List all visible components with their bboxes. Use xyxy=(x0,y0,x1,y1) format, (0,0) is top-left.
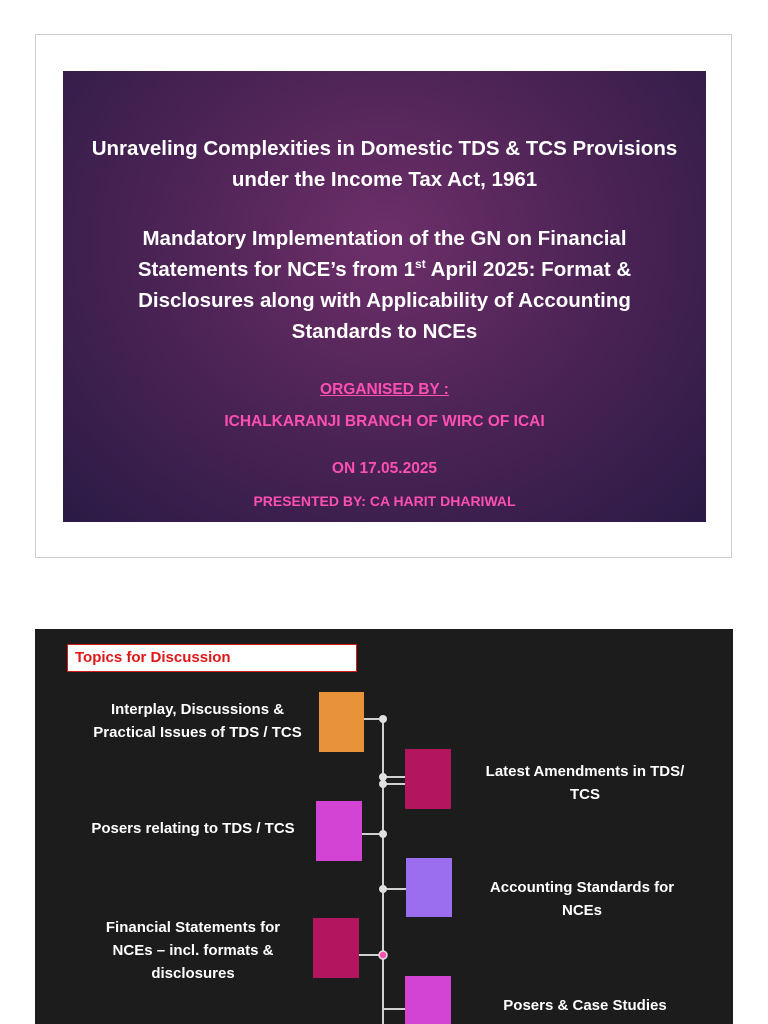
title-slide xyxy=(35,34,732,558)
topic-6-marker xyxy=(405,976,451,1024)
topic-5-line-2: NCEs – incl. formats & xyxy=(112,942,274,959)
event-date: ON 17.05.2025 xyxy=(331,460,438,477)
main-title-line-2: under the Income Tax Act, 1961 xyxy=(231,168,538,191)
main-title-line-1: Unraveling Complexities in Domestic TDS & TCS Provisions xyxy=(91,137,678,160)
topic-5-line-3: disclosures xyxy=(151,965,235,982)
organiser-name: ICHALKARANJI BRANCH OF WIRC OF ICAI xyxy=(224,413,545,430)
subtitle-line-4: Standards to NCEs xyxy=(291,320,478,343)
topic-4-line-1: Accounting Standards for xyxy=(489,879,675,896)
topic-4-marker xyxy=(406,858,452,917)
topic-4-label xyxy=(467,876,697,922)
topic-1-label xyxy=(60,698,335,744)
topic-5-label xyxy=(75,916,311,985)
timeline-node xyxy=(379,830,387,838)
ordinal-suffix: st xyxy=(415,257,426,272)
subtitle-line-2 xyxy=(63,254,706,285)
title-slide-background xyxy=(63,71,706,522)
main-title xyxy=(63,133,706,195)
subtitle-line-2-end: April 2025: Format & xyxy=(425,258,632,281)
topic-6-line-1: Posers & Case Studies xyxy=(503,997,667,1014)
subtitle-line-1: Mandatory Implementation of the GN on Financial xyxy=(142,227,627,250)
topic-2-marker xyxy=(405,749,451,809)
organised-by-label: ORGANISED BY : xyxy=(320,381,449,398)
topic-1-line-1: Interplay, Discussions & xyxy=(110,701,285,718)
topic-6-label xyxy=(467,994,703,1017)
timeline-node xyxy=(379,885,387,893)
subtitle-line-2-start: Statements for NCE’s from 1 xyxy=(137,258,416,281)
subtitle-line-3: Disclosures along with Applicability of Accounting xyxy=(138,289,631,312)
topics-slide xyxy=(35,629,733,1024)
timeline-node xyxy=(379,773,387,781)
timeline-node xyxy=(379,951,387,959)
topic-1-line-2: Practical Issues of TDS / TCS xyxy=(93,724,302,741)
topic-2-line-1: Latest Amendments in TDS/ xyxy=(485,763,685,780)
topic-5-line-1: Financial Statements for xyxy=(105,919,281,936)
topic-4-line-2: NCEs xyxy=(561,902,602,919)
topic-2-label xyxy=(460,760,710,806)
timeline-node xyxy=(379,780,387,788)
subtitle xyxy=(63,223,706,347)
topic-3-line-1: Posers relating to TDS / TCS xyxy=(91,820,295,837)
topic-5-marker xyxy=(313,918,359,978)
presenter-name: PRESENTED BY: CA HARIT DHARIWAL xyxy=(253,493,516,509)
topics-heading: Topics for Discussion xyxy=(67,644,357,672)
topic-2-line-2: TCS xyxy=(570,786,600,803)
topic-3-label xyxy=(60,817,326,840)
timeline-node xyxy=(379,715,387,723)
